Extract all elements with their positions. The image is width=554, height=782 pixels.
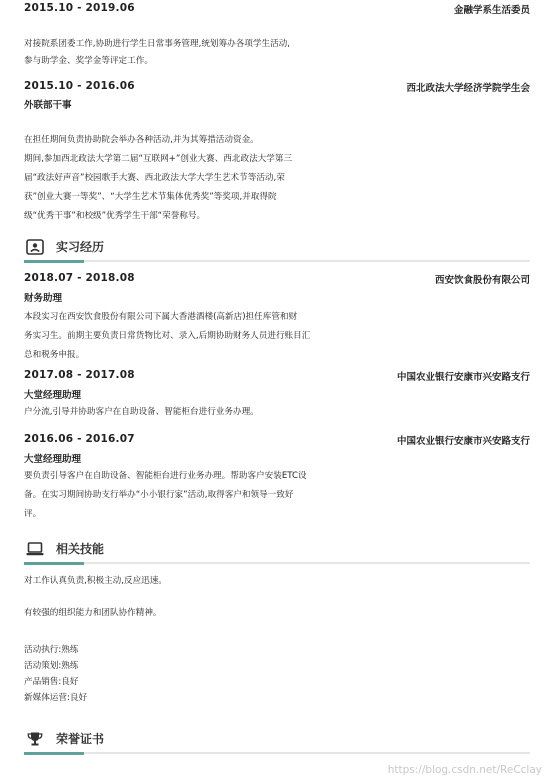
entry-role: 大堂经理助理: [24, 390, 82, 401]
desc-line: 届“政法好声音”校园歌手大赛、西北政法大学大学生艺术节等活动,荣: [24, 173, 285, 183]
desc-line: 本段实习在西安饮食股份有限公司下属大香港酒楼(高新店)担任库管和财: [24, 312, 298, 322]
section-header-honors: [24, 728, 530, 758]
entry-description: [24, 403, 354, 422]
section-header-skills: [24, 538, 530, 568]
desc-line: 评。: [24, 509, 42, 519]
skill-summary: 有较强的组织能力和团队协作精神。: [24, 608, 162, 618]
desc-line: 户分流,引导并协助客户在自助设备、智能柜台进行业务办理。: [24, 407, 259, 417]
entry-header: [24, 369, 530, 385]
entry-description: [24, 131, 354, 226]
entry-header: [24, 2, 530, 18]
entry-role: 大堂经理助理: [24, 454, 82, 465]
section-accent-bar: [24, 260, 84, 263]
desc-line: 备。在实习期间协助支行举办“小小银行家”活动,取得客户和领导一致好: [24, 490, 294, 500]
entry-date: 2016.06 - 2016.07: [24, 433, 135, 445]
skill-item: 活动策划:熟练: [24, 661, 79, 671]
trophy-icon: [26, 731, 44, 747]
skill-item: 新媒体运营:良好: [24, 693, 88, 703]
desc-line: 对接院系团委工作,协助进行学生日常事务管理,统划筹办各项学生活动,: [24, 39, 291, 49]
section-accent-bar: [24, 562, 84, 565]
desc-line: 参与助学金、奖学金等评定工作。: [24, 56, 153, 66]
entry-description: [24, 36, 354, 70]
watermark: https://blog.csdn.net/ReCclay: [387, 764, 542, 776]
desc-line: 要负责引导客户在自助设备、智能柜台进行业务办理。帮助客户安装ETC设: [24, 471, 307, 481]
entry-date: 2018.07 - 2018.08: [24, 272, 135, 284]
entry-description: [24, 308, 354, 365]
desc-line: 务实习生。前期主要负责日常货物比对、录入,后期协助财务人员进行账目汇: [24, 331, 311, 341]
section-divider: [24, 752, 530, 754]
entry-header: [24, 433, 530, 449]
desc-line: 期间,参加西北政法大学第二届“互联网+”创业大赛、西北政法大学第三: [24, 154, 293, 164]
entry-org: 西安饮食股份有限公司: [434, 275, 530, 286]
section-title: 相关技能: [56, 542, 105, 556]
entry-date: 2015.10 - 2016.06: [24, 80, 135, 92]
skill-summary: 对工作认真负责,积极主动,反应迅速。: [24, 576, 167, 586]
entry-header: [24, 272, 530, 288]
entry-date: 2017.08 - 2017.08: [24, 369, 135, 381]
entry-org: 中国农业银行安康市兴安路支行: [396, 372, 530, 383]
desc-line: 总和税务申报。: [24, 350, 85, 360]
desc-line: 在担任期间负责协助院会举办各种活动,并为其筹措活动资金。: [24, 135, 259, 145]
section-title: 实习经历: [56, 240, 105, 254]
entry-org: 金融学系生活委员: [453, 5, 530, 16]
entry-org: 西北政法大学经济学院学生会: [406, 83, 530, 94]
entry-org: 中国农业银行安康市兴安路支行: [396, 436, 530, 447]
section-title: 荣誉证书: [56, 732, 105, 746]
desc-line: 级“优秀干事”和校级”优秀学生干部“荣誉称号。: [24, 211, 206, 221]
skill-item: 活动执行:熟练: [24, 645, 79, 655]
entry-date: 2015.10 - 2019.06: [24, 2, 135, 14]
section-accent-bar: [24, 752, 84, 755]
id-card-icon: [26, 239, 44, 255]
skill-list: [24, 642, 87, 706]
skill-item: 产品销售:良好: [24, 677, 79, 687]
entry-role: 外联部干事: [24, 100, 72, 111]
section-divider: [24, 260, 530, 262]
entry-role: 财务助理: [24, 293, 63, 304]
entry-description: [24, 467, 354, 524]
section-divider: [24, 562, 530, 564]
laptop-icon: [26, 541, 44, 557]
entry-header: [24, 80, 530, 96]
section-header-internship: [24, 236, 530, 266]
desc-line: 获”创业大赛一等奖”、“大学生艺术节集体优秀奖”等奖项,并取得院: [24, 192, 277, 202]
